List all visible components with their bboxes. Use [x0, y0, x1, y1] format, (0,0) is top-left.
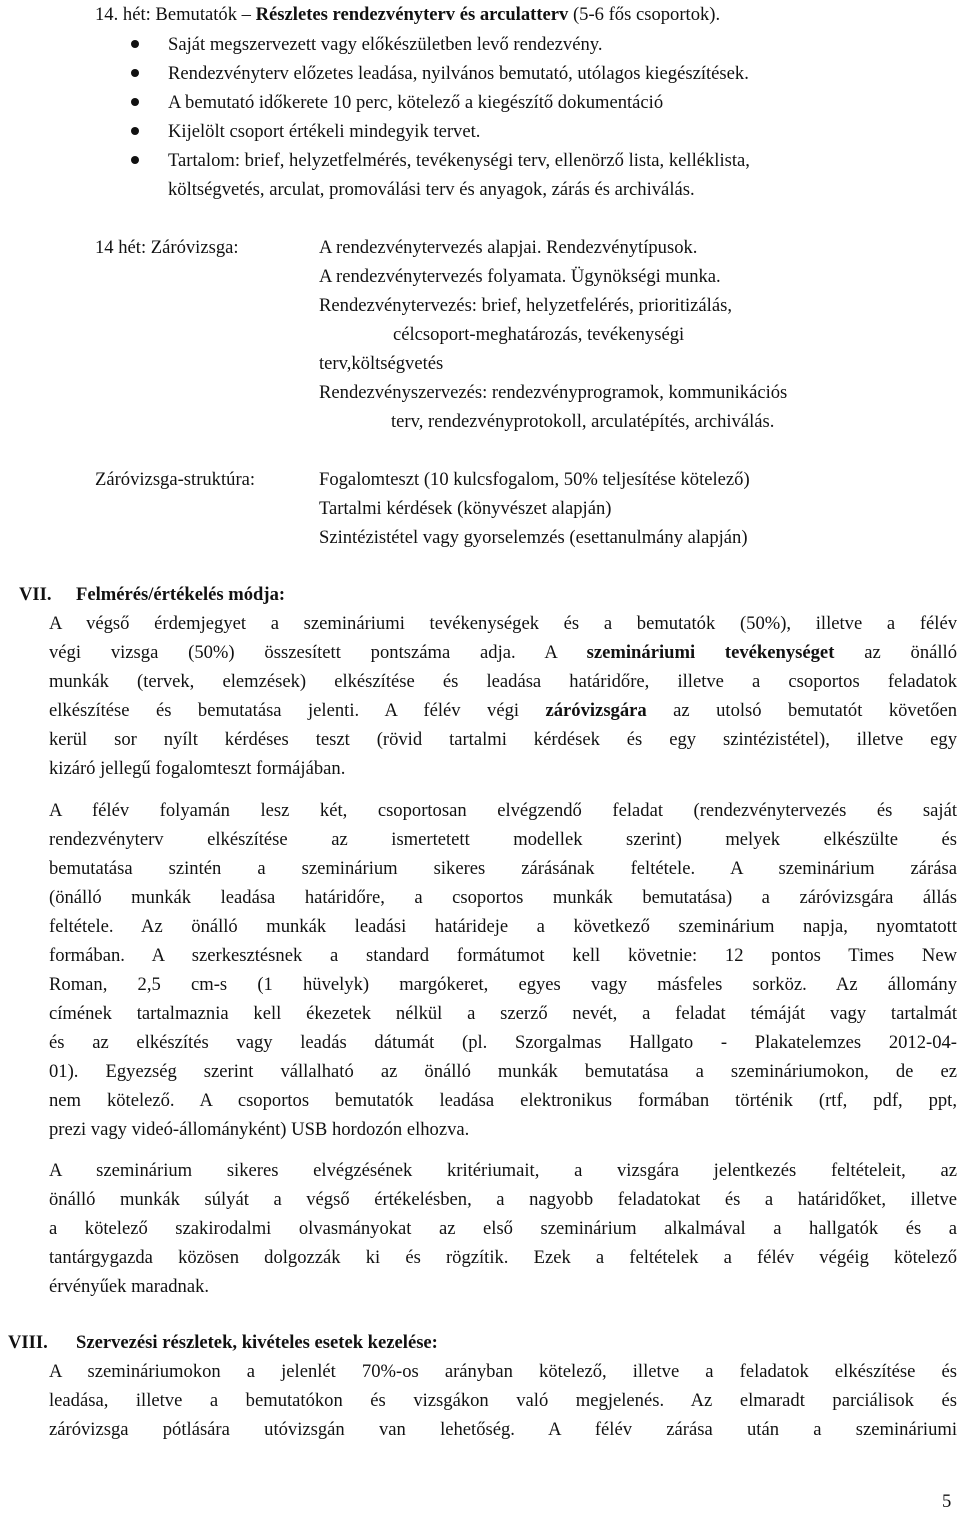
section-number: VII. [19, 584, 52, 605]
paragraph-line: nem kötelező. A csoportos bemutatók leadása elektronikus formában történik (rtf, pdf, ppt, [49, 1090, 957, 1111]
exam-line: A rendezvénytervezés folyamata. Ügynökségi munka. [319, 266, 721, 287]
paragraph-line: A végső érdemjegyet a szemináriumi tevékenységek és a bemutatók (50%), illetve a félév [49, 613, 957, 634]
paragraph-line: A szemináriumokon a jelenlét 70%-os arányban kötelező, illetve a feladatok elkészítése és [49, 1361, 957, 1382]
exam-line: Rendezvényszervezés: rendezvényprogramok, kommunikációs [319, 382, 788, 403]
paragraph-line: leadása, illetve a bemutatókon és vizsgákon való megjelenés. Az elmaradt parciálisok és [49, 1390, 957, 1411]
paragraph-line: A félév folyamán lesz két, csoportosan elvégzendő feladat (rendezvénytervezés és saját [49, 800, 957, 821]
paragraph-line: tantárgygazda közösen dolgozzák ki és rögzítik. Ezek a feltételek a félév végéig kötelező [49, 1247, 957, 1268]
paragraph-line: formában. A szerkesztésnek a standard formátumot kell követnie: 12 pontos Times New [49, 945, 957, 966]
bullet-dot [131, 98, 139, 106]
exam-label: 14 hét: Záróvizsga: [95, 237, 239, 258]
paragraph-line: érvényűek maradnak. [49, 1276, 210, 1297]
paragraph-line: címének tartalmaznia kell ékezetek nélkül a szerző nevét, a feladat témáját vagy tartalmát [49, 1003, 957, 1024]
paragraph-line: Roman, 2,5 cm-s (1 hüvelyk) margókeret, egyes vagy másfeles sorköz. Az állomány [49, 974, 957, 995]
paragraph-line: bemutatása szintén a szeminárium sikeres zárásának feltétele. A szeminárium zárása [49, 858, 957, 879]
bullet-item: Rendezvényterv előzetes leadása, nyilvános bemutató, utólagos kiegészítések. [168, 63, 749, 84]
paragraph-line: prezi vagy videó-állományként) USB hordozón elhozva. [49, 1119, 470, 1140]
paragraph-line: és az elkészítés vagy leadás dátumát (pl. Szorgalmas Hallgato - Plakatelemzes 2012-04- [49, 1032, 957, 1053]
bullet-item: Kijelölt csoport értékeli mindegyik tervet. [168, 121, 481, 142]
structure-label: Záróvizsga-struktúra: [95, 469, 256, 490]
section-number: VIII. [8, 1332, 48, 1353]
paragraph-line: A szeminárium sikeres elvégzésének kritériumait, a vizsgára jelentkezés feltételeit, az [49, 1160, 957, 1181]
paragraph-line: (önálló munkák leadása határidőre, a csoportos munkák bemutatása) a záróvizsgára állás [49, 887, 957, 908]
bullet-dot [131, 127, 139, 135]
paragraph-line: kerül sor nyílt kérdéses teszt (rövid tartalmi kérdések és egy szintézistétel), illetve egy [49, 729, 957, 750]
paragraph-line: rendezvényterv elkészítése az ismertetett modellek szerint) melyek elkészülte és [49, 829, 957, 850]
bullet-dot [131, 69, 139, 77]
exam-line: terv, rendezvényprotokoll, arculatépítés, archiválás. [391, 411, 775, 432]
paragraph-line: munkák (tervek, elemzések) elkészítése és leadása határidőre, illetve a csoportos feladatok [49, 671, 957, 692]
bullet-dot [131, 156, 139, 164]
paragraph-line: a kötelező szakirodalmi olvasmányokat az első szeminárium alkalmával a hallgatók és a [49, 1218, 957, 1239]
bullet-dot [131, 40, 139, 48]
paragraph-line: záróvizsga pótlására utóvizsgán van lehetőség. A félév zárása után a szemináriumi [49, 1419, 957, 1440]
page-number: 5 [942, 1491, 952, 1512]
paragraph-line: elkészítése és bemutatása jelenti. A félév végi záróvizsgára az utolsó bemutatót követően [49, 700, 957, 721]
structure-line: Tartalmi kérdések (könyvészet alapján) [319, 498, 612, 519]
paragraph-line: önálló munkák súlyát a végső értékelésben, a nagyobb feladatokat és a határidőket, illetve [49, 1189, 957, 1210]
bullet-item: Tartalom: brief, helyzetfelmérés, tevékenységi terv, ellenörző lista, kelléklista, [168, 150, 750, 171]
structure-line: Fogalomteszt (10 kulcsfogalom, 50% teljesítése kötelező) [319, 469, 750, 490]
paragraph-line: 01). Egyezség szerint vállalható az önálló munkák bemutatása a szemináriumokon, de ez [49, 1061, 957, 1082]
structure-line: Szintézistétel vagy gyorselemzés (esettanulmány alapján) [319, 527, 748, 548]
paragraph-line: feltétele. Az önálló munkák leadási határideje a következő szeminárium napja, nyomtatott [49, 916, 957, 937]
section-title: Felmérés/értékelés módja: [76, 584, 286, 605]
week14-heading: 14. hét: Bemutatók – Részletes rendezvényterv és arculatterv (5-6 fős csoportok). [95, 4, 721, 25]
bullet-item: Saját megszervezett vagy előkészületben levő rendezvény. [168, 34, 603, 55]
paragraph-line: végi vizsga (50%) összesített pontszáma adja. A szemináriumi tevékenységet az önálló [49, 642, 958, 663]
exam-line: terv,költségvetés [319, 353, 444, 374]
exam-line: A rendezvénytervezés alapjai. Rendezvénytípusok. [319, 237, 698, 258]
section-title: Szervezési részletek, kivételes esetek kezelése: [76, 1332, 438, 1353]
exam-line: Rendezvénytervezés: brief, helyzetfelérés, prioritizálás, [319, 295, 732, 316]
bullet-item: A bemutató időkerete 10 perc, kötelező a kiegészítő dokumentáció [168, 92, 664, 113]
paragraph-line: kizáró jellegű fogalomteszt formájában. [49, 758, 346, 779]
exam-line: célcsoport-meghatározás, tevékenységi [393, 324, 685, 345]
bullet-item-continuation: költségvetés, arculat, promoválási terv és anyagok, zárás és archiválás. [168, 179, 695, 200]
